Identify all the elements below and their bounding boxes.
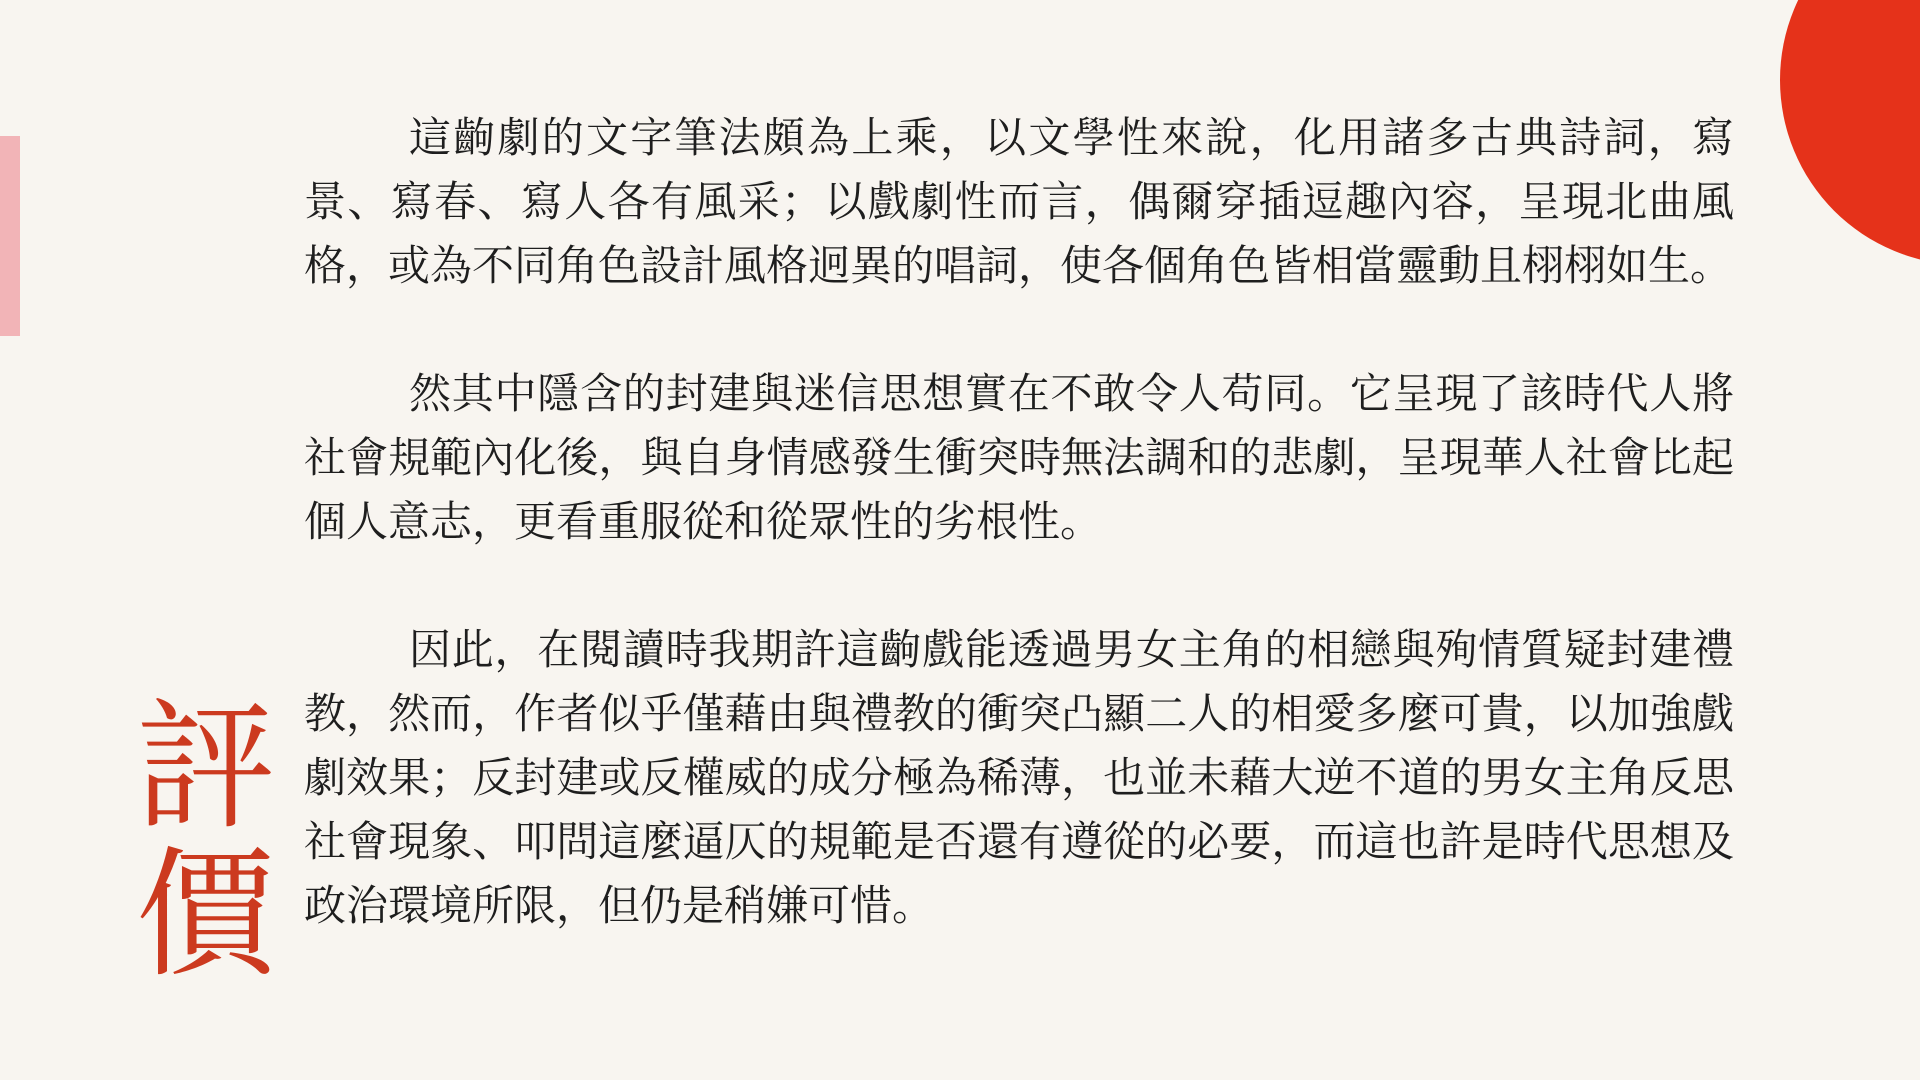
paragraph-expectation-regret: 因此，在閱讀時我期許這齣戲能透過男女主角的相戀與殉情質疑封建禮教，然而，作者似乎僅藉由與禮教的衝突凸顯二人的相愛多麼可貴，以加強戲劇效果；反封建或反權威的成分極為稀薄，也並未藉大逆不道的男女主角反思社會現象、叩問這麼逼仄的規範是否還有遵從的必要，而這也許是時代思想及政治環境所限，但仍是稍嫌可惜。	[304, 626, 1734, 929]
paragraph-literary-merit: 這齣劇的文字筆法頗為上乘，以文學性來說，化用諸多古典詩詞，寫景、寫春、寫人各有風采；以戲劇性而言，偶爾穿插逗趣內容，呈現北曲風格，或為不同角色設計風格迥異的唱詞，使各個角色皆相當靈動且栩栩如生。	[304, 114, 1734, 289]
paragraph-feudal-criticism: 然其中隱含的封建與迷信思想實在不敢令人苟同。它呈現了該時代人將社會規範內化後，與自身情感發生衝突時無法調和的悲劇，呈現華人社會比起個人意志，更看重服從和從眾性的劣根性。	[304, 370, 1734, 545]
section-title: 評價	[115, 692, 270, 988]
pink-accent-bar	[0, 136, 20, 336]
body-text-block	[304, 106, 1734, 938]
red-circle-decoration	[1780, 0, 1920, 265]
